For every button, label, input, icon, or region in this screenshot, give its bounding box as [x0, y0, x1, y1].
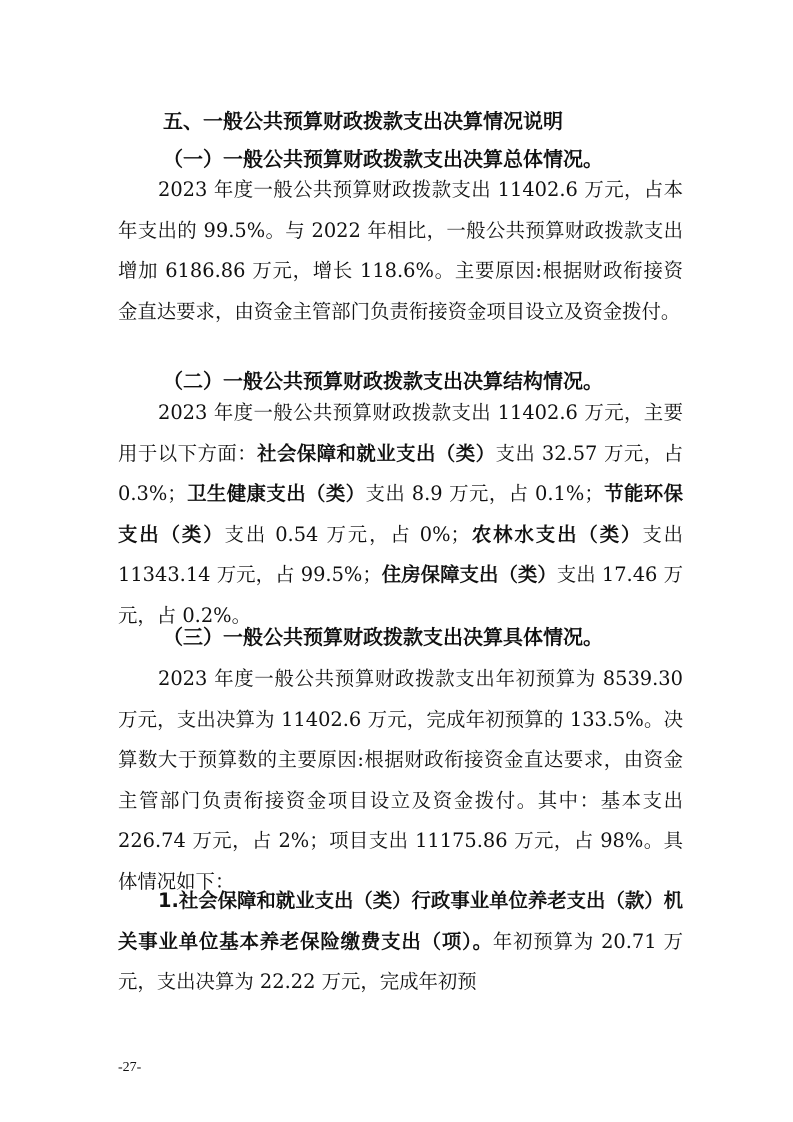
part2-item-category: 卫生健康支出（类） — [186, 482, 366, 506]
part3-item1-title: 1.社会保障和就业支出（类）行政事业单位养老支出（款）机关事业单位基本养老保险缴费支出（项）。 — [118, 889, 684, 953]
part2-item-detail: 支出 11343.14 万元，占 99.5%； — [118, 522, 684, 587]
part1-paragraph — [118, 170, 683, 332]
part3-title: （三）一般公共预算财政拨款支出决算具体情况。 — [163, 625, 603, 649]
part3-text: 2023 年度一般公共预算财政拨款支出年初预算为 8539.30 万元，支出决算为 11402.6 万元，完成年初预算的 133.5%。决算数大于预算数的主要原因:根据财政衔接资金直达要求，由资金主管部门负责衔接资金项目设立及资金拨付。其中：基本支出 226.74 万元，占 2%；项目支出 11175.86 万元，占 98%。具体情况如下： — [118, 667, 683, 893]
part2-paragraph — [118, 393, 683, 637]
part2-item-category: 住房保障支出（类） — [381, 563, 557, 587]
part1-title: （一）一般公共预算财政拨款支出决算总体情况。 — [163, 147, 603, 171]
part2-item-detail: 支出 32.57 万元，占 0.3%； — [118, 441, 684, 506]
part2-item-detail: 支出 8.9 万元，占 0.1%； — [365, 482, 604, 506]
part2-item-category: 农林水支出（类） — [469, 522, 643, 546]
part2-item-category: 节能环保支出（类） — [118, 482, 684, 546]
part3-item1-text: 年初预算为 20.71 万元，支出决算为 22.22 万元，完成年初预 — [118, 929, 683, 994]
part3-item1-paragraph — [118, 881, 683, 1003]
part2-title: （二）一般公共预算财政拨款支出决算结构情况。 — [163, 369, 603, 393]
page-number: -27- — [118, 1060, 142, 1075]
part2-intro: 2023 年度一般公共预算财政拨款支出 11402.6 万元，主要用于以下方面： — [118, 401, 683, 465]
part3-paragraph — [118, 659, 683, 903]
section-title: 五、一般公共预算财政拨款支出决算情况说明 — [163, 109, 563, 133]
part1-text: 2023 年度一般公共预算财政拨款支出 11402.6 万元，占本年支出的 99.5%。与 2022 年相比，一般公共预算财政拨款支出增加 6186.86 万元，增长 118.6%。主要原因:根据财政衔接资金直达要求，由资金主管部门负责衔接资金项目设立及资金拨付。 — [118, 178, 683, 323]
part2-item-detail: 支出 17.46 万元，占 0.2%。 — [118, 563, 684, 627]
part2-item-category: 社会保障和就业支出（类） — [257, 441, 496, 465]
part2-item-detail: 支出 0.54 万元，占 0%； — [224, 522, 470, 546]
